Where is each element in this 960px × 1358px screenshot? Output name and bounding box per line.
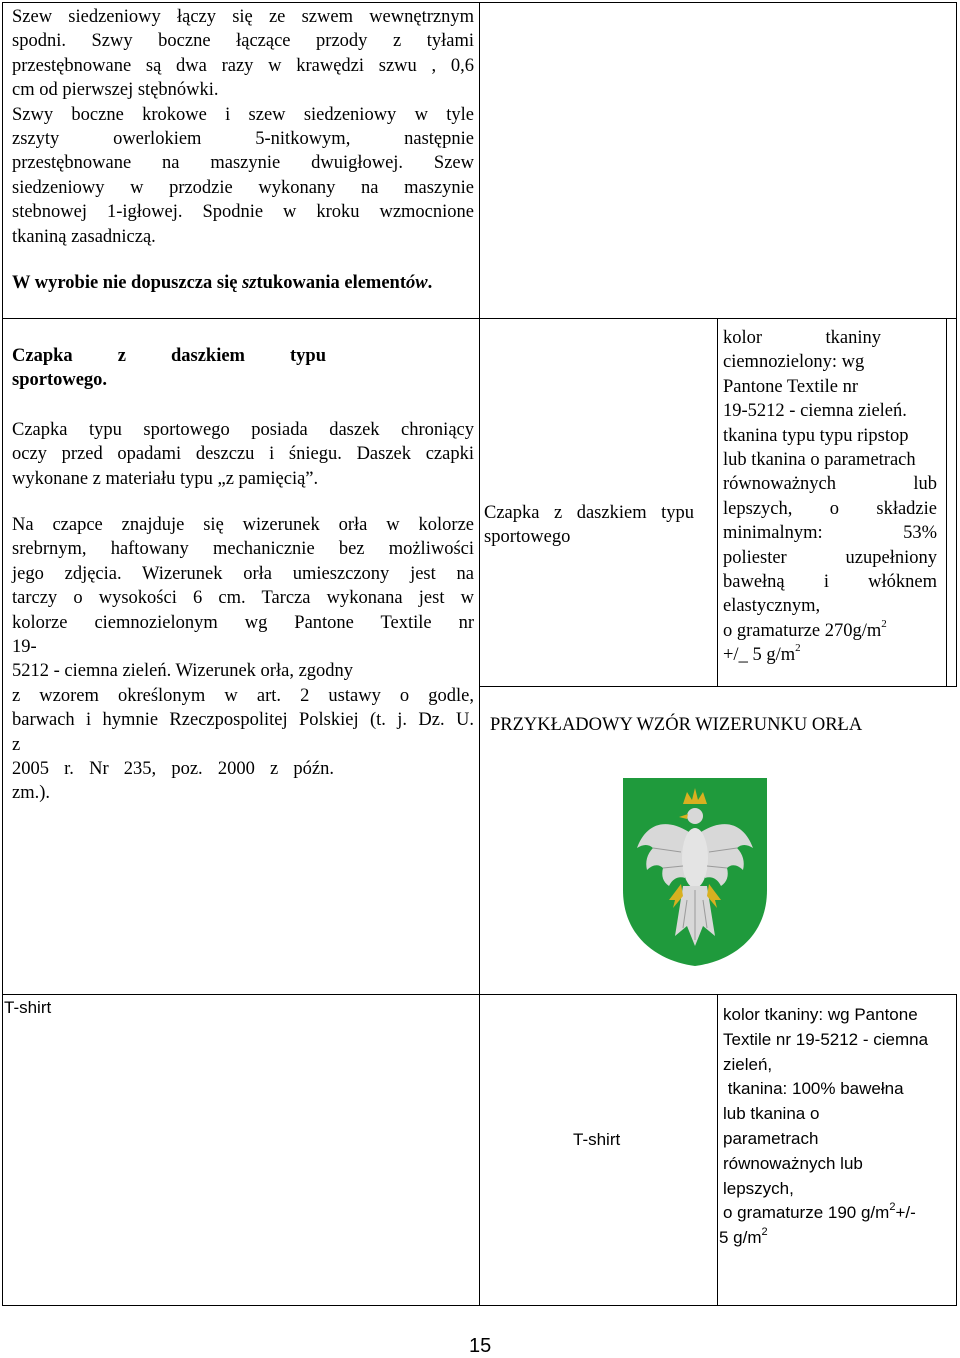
spec-line: lub tkanina o: [723, 1104, 820, 1124]
spec-line: zieleń,: [723, 1054, 773, 1074]
spec-line: kolor tkaniny: wg Pantone: [723, 1005, 918, 1024]
spec-line: lepszych, o składzie: [723, 498, 937, 519]
cap-product-name: [484, 501, 694, 550]
text-line: cm od pierwszej stębnówki.: [12, 80, 219, 101]
text-line: Szew siedzeniowy łączy się ze szwem wewnętrznym: [12, 7, 474, 27]
spec-line: lub tkanina o parametrach: [723, 450, 916, 471]
eagle-shield-icon: [513, 740, 883, 972]
text-line: 5212 - ciemna zieleń. Wizerunek orła, zgodny: [12, 661, 354, 682]
spec-tolerance: 5 $g/m^2$: [719, 1225, 768, 1248]
spec-line: równoważnych lub: [723, 474, 937, 495]
text-line: wykonane z materiału typu „z pamięcią”.: [12, 468, 319, 489]
note-italic-tail: ów: [406, 273, 428, 293]
text-line: przestębnowane na maszynie dwuigłowej. Szew: [12, 153, 474, 174]
spec-line: tkanina: 100% bawełna: [723, 1079, 904, 1099]
tshirt-product-name: T-shirt: [573, 1130, 621, 1149]
text-line: z wzorem określonym w art. 2 ustawy o godle,: [12, 685, 474, 706]
eagle-emblem: [513, 740, 883, 972]
cap-product-name-line-1: Czapka z daszkiem typu: [484, 503, 694, 523]
text-line: 2005 r. Nr 235, poz. 2000 z późn.: [12, 759, 334, 780]
text-line: kolorze ciemnozielonym wg Pantone Textile nr: [12, 612, 474, 633]
spec-line: elastycznym,: [723, 596, 821, 617]
text-line: Czapka typu sportowego posiada daszek chroniący: [12, 420, 474, 440]
text-line: jego zdjęcia. Wizerunek orła umieszczony jest na: [12, 563, 474, 584]
spec-line: tkanina typu typu ripstop: [723, 425, 909, 446]
spec-line: 19-5212 - ciemna zieleń.: [723, 401, 907, 422]
spec-line: bawełną i włóknem: [723, 572, 937, 593]
cap-title-line-2: sportowego.: [12, 370, 108, 391]
eagle-sample-label: PRZYKŁADOWY WZÓR WIZERUNKU ORŁA: [490, 715, 863, 735]
no-patching-note: [12, 271, 432, 295]
cap-title-line-1: Czapka z daszkiem typu: [12, 346, 326, 366]
section-1-description: [12, 5, 474, 249]
text-line: srebrnym, haftowany mechanicznie bez możliwości: [12, 539, 474, 560]
col-divider-3-cap: [946, 318, 947, 686]
spec-line: Textile nr 19-5212 - ciemna: [723, 1029, 929, 1049]
table-border-right-tshirt: [956, 994, 957, 1306]
spec-line: kolor tkaniny: [723, 328, 881, 348]
text-line: oczy przed opadami deszczu i śniegu. Daszek czapki: [12, 444, 474, 465]
col-divider-1: [479, 2, 480, 1306]
table-border-right-top: [956, 2, 957, 318]
text-line: spodni. Szwy boczne łączące przody z tyłami: [12, 31, 474, 52]
text-line: z: [12, 734, 21, 755]
col-divider-2-tshirt: [717, 994, 718, 1306]
spec-line: parametrach: [723, 1128, 819, 1148]
spec-tolerance: +/_ 5 $g/m^2$: [723, 642, 801, 666]
row-divider-cap-spec: [479, 686, 957, 687]
note-middle: tukowania element: [256, 273, 407, 293]
table-border-bottom: [2, 1305, 957, 1306]
spec-line: równoważnych lub: [723, 1153, 863, 1173]
text-line: tarczy o wysokości 6 cm. Tarcza wykonana jest w: [12, 588, 474, 609]
table-border-right-cap: [956, 318, 957, 686]
text-line: barwach i hymnie Rzeczpospolitej Polskiej (t. j. Dz. U.: [12, 710, 474, 731]
cap-description-para-1: [12, 418, 474, 491]
text-line: stebnowej 1-igłowej. Spodnie w kroku wzmocnione: [12, 202, 474, 223]
spec-line: ciemnozielony: wg: [723, 352, 865, 373]
note-end: .: [427, 273, 433, 293]
cap-description-para-2: [12, 513, 474, 806]
row-divider-2: [2, 994, 957, 995]
spec-line: Pantone Textile nr: [723, 376, 859, 397]
cap-fabric-spec: [723, 326, 937, 668]
text-line: zszyty owerlokiem 5-nitkowym, następnie: [12, 129, 474, 150]
note-prefix: W wyrobie nie dopuszcza się: [12, 273, 243, 293]
spec-line: poliester uzupełniony: [723, 547, 937, 568]
spec-line: lepszych,: [723, 1178, 794, 1198]
text-line: przestębnowane są dwa razy w krawędzi szwu , 0,6: [12, 55, 474, 76]
cap-title: [12, 344, 326, 393]
spec-line: minimalnym: 53%: [723, 523, 937, 544]
spec-weight: o gramaturze 190 $g/m^2+/-$: [723, 1200, 916, 1223]
text-line: Szwy boczne krokowe i szew siedzeniowy w tyle: [12, 104, 474, 125]
col-divider-2-cap: [717, 318, 718, 686]
note-emphasis: sz: [242, 273, 257, 293]
spec-weight: o gramaturze $270g/m^2$: [723, 617, 887, 641]
cap-product-name-line-2: sportowego: [484, 527, 571, 548]
text-line: zm.).: [12, 783, 51, 804]
page-number: 15: [469, 1335, 492, 1357]
row-divider-1: [2, 318, 957, 319]
tshirt-fabric-spec: [719, 1003, 953, 1251]
text-line: Na czapce znajduje się wizerunek orła w kolorze: [12, 515, 474, 535]
text-line: 19-: [12, 637, 37, 658]
text-line: siedzeniowy w przodzie wykonany na maszynie: [12, 177, 474, 198]
text-line: tkaniną zasadniczą.: [12, 226, 156, 247]
tshirt-title: T-shirt: [4, 998, 52, 1017]
table-border-left: [2, 2, 3, 1306]
